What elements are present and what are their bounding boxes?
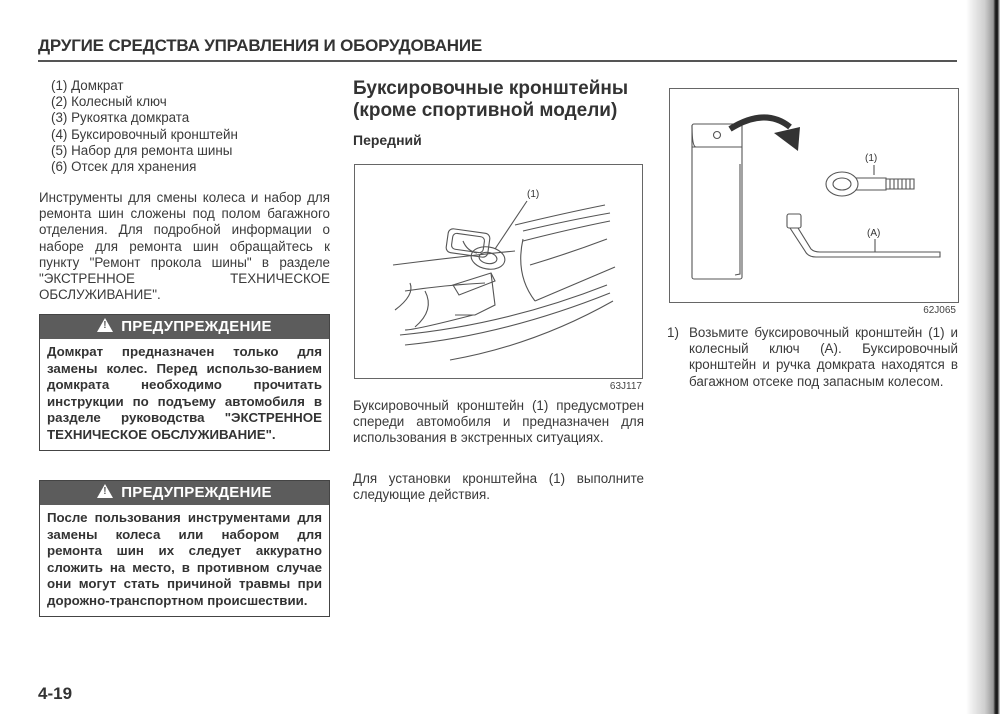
install-paragraph: Для установки кронштейна (1) выполните следующие действия. (353, 471, 644, 503)
step-text: Возьмите буксировочный кронштейн (1) и колесный ключ (A). Буксировочный кронштейн и ручка домкрата находятся в багажном отсеке под запасным колесом. (689, 325, 958, 389)
wrench-callout: (A) (867, 228, 881, 239)
tools-figure (669, 88, 959, 303)
warning-header (40, 481, 329, 505)
legend-item: (2) Колесный ключ (51, 94, 167, 110)
step-number: 1) (667, 325, 679, 340)
figure-code: 63J117 (609, 381, 642, 392)
warning-body: После пользования инструментами для замены колеса или набором для ремонта шин их следует аккуратно сложить на место, в противном случае они могут стать причиной травмы при дорожно-транспортном происшествии. (47, 510, 322, 608)
page-edge-shadow (966, 0, 1000, 714)
warning-triangle-icon (97, 484, 113, 498)
legend-item: (4) Буксировочный кронштейн (51, 126, 238, 142)
step-item (667, 325, 958, 390)
figure-code: 62J065 (923, 305, 956, 316)
warning-title: ПРЕДУПРЕЖДЕНИЕ (121, 484, 272, 501)
warning-box-stowage (39, 480, 330, 617)
tools-illustration (670, 89, 958, 302)
section-title: ДРУГИЕ СРЕДСТВА УПРАВЛЕНИЯ И ОБОРУДОВАНИЕ (38, 36, 483, 55)
figure-callout: (1) (527, 189, 540, 200)
warning-body: Домкрат предназначен только для замены колес. Перед использо-ванием домкрата необходимо прочитать инструкции по подъему автомобиля в разделе руководства "ЭКСТРЕННОЕ ТЕХНИЧЕСКОЕ ОБСЛУЖИВАНИЕ". (47, 344, 322, 442)
bracket-callout: (1) (865, 153, 878, 164)
towing-eye-paragraph: Буксировочный кронштейн (1) предусмотрен спереди автомобиля и предназначен для использования в экстренных ситуациях. (353, 398, 644, 446)
warning-header (40, 315, 329, 339)
bumper-illustration (355, 165, 642, 378)
tools-paragraph: Инструменты для смены колеса и набор для ремонта шин сложены под полом багажного отделения. Для подробной информации о наборе для ремонта шин обращайтесь к пункту "Ремонт прокола шины" в разделе "ЭКСТРЕННОЕ ТЕХНИЧЕСКОЕ ОБСЛУЖИВАНИЕ". (39, 190, 330, 303)
warning-box-jack (39, 314, 330, 451)
left-column (39, 78, 330, 608)
tool-legend-list (51, 78, 330, 175)
legend-item: (3) Рукоятка домкрата (51, 110, 190, 126)
legend-item: (5) Набор для ремонта шины (51, 142, 233, 158)
front-subheading: Передний (353, 132, 422, 148)
front-towing-eye-figure (354, 164, 643, 379)
page-number: 4-19 (38, 684, 73, 703)
legend-item: (6) Отсек для хранения (51, 159, 197, 175)
middle-column (353, 78, 644, 503)
warning-triangle-icon (97, 318, 113, 332)
legend-item: (1) Домкрат (51, 78, 124, 93)
warning-title: ПРЕДУПРЕЖДЕНИЕ (121, 318, 272, 335)
towing-eye-title: Буксировочные кронштейны (кроме спортивной модели) (353, 78, 629, 121)
header-rule (38, 60, 957, 62)
